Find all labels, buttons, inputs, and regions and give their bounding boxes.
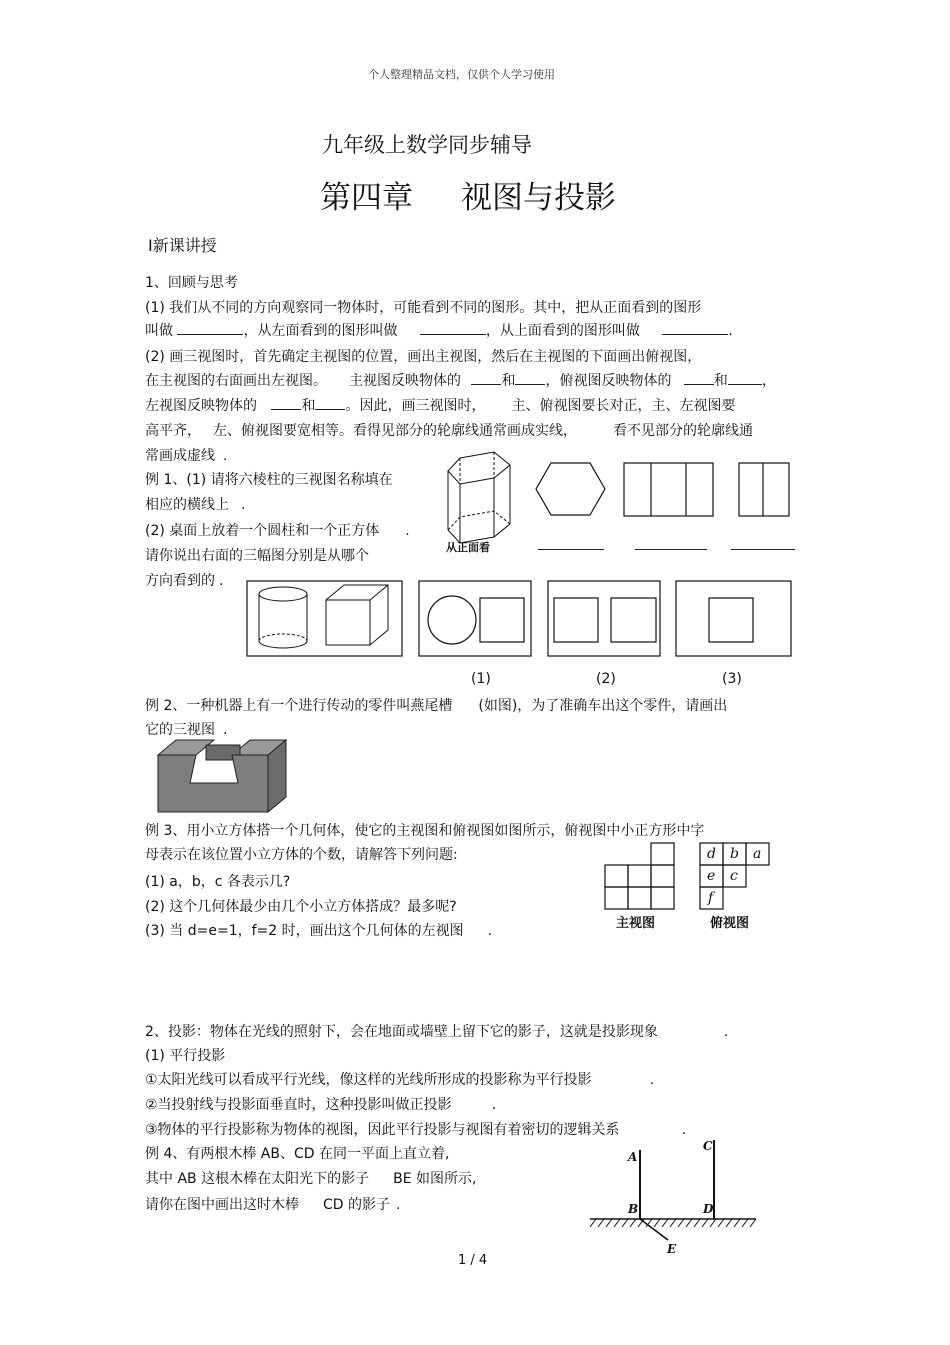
text: ①太阳光线可以看成平行光线，像这样的光线所形成的投影称为平行投影 (145, 1072, 592, 1088)
text: ， (761, 373, 776, 389)
hexagon-view (535, 462, 607, 518)
chapter-name: 视图与投影 (461, 180, 616, 216)
text: CD 的影子 (323, 1197, 391, 1213)
ex4-line2 (145, 1168, 476, 1188)
text: . (219, 573, 224, 589)
text: . (681, 1122, 687, 1138)
answer-blank (515, 370, 545, 385)
text: 左视图反映物体的 (145, 398, 257, 414)
ex3-q2: (2) 这个几何体最少由几个小立方体搭成？最多呢? (145, 899, 457, 915)
two-panel-view (738, 462, 792, 518)
text: 和 (713, 373, 728, 389)
text: . (491, 1097, 497, 1113)
ex3-line1: 例 3、用小立方体搭一个几何体，使它的主视图和俯视图如图所示，俯视图中小正方形中字 (145, 823, 705, 839)
chapter-heading (320, 172, 616, 217)
three-panel-view (623, 462, 715, 518)
front-view-label: 从正面看 (446, 541, 490, 554)
text: 其中 AB 这根木棒在太阳光下的影子 (145, 1171, 370, 1187)
text: (3) 当 d=e=1，f=2 时，画出这个几何体的左视图 (145, 923, 464, 939)
view-3-figure (675, 580, 793, 658)
point-a-label: A (628, 1150, 638, 1164)
dovetail-part-figure (156, 735, 291, 815)
text: (如图)，为了准确车出这个零件，请画出 (478, 698, 728, 714)
header-note: 个人整理精品文档，仅供个人学习使用 (368, 68, 555, 81)
s1-p2-line1: (2) 画三视图时，首先确定主视图的位置，画出主视图，然后在主视图的下面画出俯视图， (145, 349, 702, 365)
text: . (223, 722, 228, 738)
text: 2、投影：物体在光线的照射下，会在地面或墙壁上留下它的影子，这就是投影现象 (145, 1024, 658, 1040)
ex3-q3 (145, 920, 492, 940)
sticks-shadow-figure (588, 1138, 760, 1258)
answer-blank (420, 320, 486, 335)
s1-p2-line3 (145, 395, 735, 415)
text: 和 (501, 373, 516, 389)
text: 常画成虚线 (145, 448, 215, 464)
view-name-blank (538, 549, 604, 550)
s2-sub1: (1) 平行投影 (145, 1048, 226, 1064)
front-view-caption: 主视图 (616, 916, 656, 931)
ex1-line3 (145, 520, 410, 540)
text: 主、俯视图要长对正，主、左视图要 (511, 398, 736, 414)
text: 。看得见部分的轮廓线通常画成实线， (339, 423, 577, 439)
s1-p2-line4 (145, 420, 753, 440)
top-cell-e: e (707, 868, 716, 884)
s1-heading: 1、回顾与思考 (145, 275, 238, 291)
text: 在主视图的右面画出左视图。 (145, 373, 327, 389)
text: 高平齐， (145, 423, 201, 439)
view-name-blank (635, 549, 707, 550)
text: . (728, 323, 733, 339)
text: ②当投射线与投影面垂直时，这种投影叫做正投影 (145, 1097, 452, 1113)
point-d-label: D (703, 1202, 714, 1216)
section-heading: I新课讲授 (148, 236, 217, 255)
answer-blank (177, 320, 243, 335)
ex3-front-view (604, 842, 676, 912)
view-name-blank (731, 549, 795, 550)
cylinder-cube-figure (246, 580, 404, 658)
s2-line1 (145, 1021, 728, 1041)
ex1-line2 (145, 494, 245, 514)
document-title: 九年级上数学同步辅导 (322, 133, 532, 157)
top-cell-c: c (730, 868, 738, 884)
text: . (223, 448, 228, 464)
ex4-line3 (145, 1194, 400, 1214)
top-cell-b: b (730, 846, 739, 862)
text: 例 2、一种机器上有一个进行传动的零件叫燕尾槽 (145, 698, 453, 714)
text: ，俯视图反映物体的 (545, 373, 672, 389)
text: 左、俯视图要宽相等 (213, 423, 339, 439)
ex2-line1 (145, 695, 727, 715)
top-cell-a: a (753, 846, 762, 862)
s2-c3 (145, 1119, 686, 1139)
text: ，从左面看到的图形叫做 (243, 323, 398, 339)
ex1-line5 (145, 570, 223, 590)
text: 它的三视图 (145, 722, 215, 738)
view-2-figure (547, 580, 662, 658)
view-label-2: (2) (596, 671, 616, 687)
text: BE 如图所示, (393, 1171, 477, 1187)
text: 。因此，画三视图时， (345, 398, 486, 414)
ex4-line1: 例 4、有两根木棒 AB、CD 在同一平面上直立着, (145, 1146, 450, 1162)
ex3-q1: (1) a，b，c 各表示几? (145, 874, 291, 890)
view-label-3: (3) (722, 671, 742, 687)
view-label-1: (1) (471, 671, 491, 687)
text: . (241, 497, 246, 513)
top-cell-f: f (708, 890, 714, 906)
ex1-line1: 例 1、(1) 请将六棱柱的三视图名称填在 (145, 472, 393, 488)
text: 和 (301, 398, 316, 414)
chapter-number: 第四章 (320, 180, 413, 216)
s1-p2-line2 (145, 370, 776, 390)
text: ③物体的平行投影称为物体的视图，因此平行投影与视图有着密切的逻辑关系 (145, 1122, 620, 1138)
answer-blank (471, 370, 501, 385)
point-b-label: B (628, 1202, 639, 1216)
text: (2) 桌面上放着一个圆柱和一个正方体 (145, 523, 380, 539)
s2-c1 (145, 1069, 654, 1089)
text: . (649, 1072, 655, 1088)
text: 主视图反映物体的 (349, 373, 461, 389)
text: 相应的横线上 (145, 497, 229, 513)
view-1-figure (418, 580, 533, 658)
text: . (396, 1197, 401, 1213)
text: 看不见部分的轮廓线通 (613, 423, 753, 439)
answer-blank (728, 370, 762, 385)
point-e-label: E (667, 1242, 677, 1256)
answer-blank (662, 320, 728, 335)
s1-p1-line1: (1) 我们从不同的方向观察同一物体时，可能看到不同的图形。其中，把从正面看到的图形 (145, 300, 702, 316)
text: 叫做 (145, 323, 173, 339)
text: . (405, 523, 410, 539)
top-cell-d: d (707, 846, 716, 862)
s2-c2 (145, 1094, 496, 1114)
top-view-caption: 俯视图 (710, 916, 750, 931)
page-number: 1 / 4 (458, 1253, 488, 1268)
ex1-line4: 请你说出右面的三幅图分别是从哪个 (145, 548, 369, 564)
answer-blank (315, 395, 345, 410)
s1-p2-line5 (145, 445, 227, 465)
answer-blank (684, 370, 714, 385)
ex3-line2: 母表示在该位置小立方体的个数，请解答下列问题: (145, 847, 458, 863)
s1-p1-line2 (145, 320, 733, 340)
point-c-label: C (703, 1139, 713, 1153)
text: . (723, 1024, 729, 1040)
answer-blank (271, 395, 301, 410)
text: . (487, 923, 493, 939)
text: 方向看到的 (145, 573, 215, 589)
text: 请你在图中画出这时木棒 (145, 1197, 299, 1213)
text: ，从上面看到的图形叫做 (485, 323, 640, 339)
